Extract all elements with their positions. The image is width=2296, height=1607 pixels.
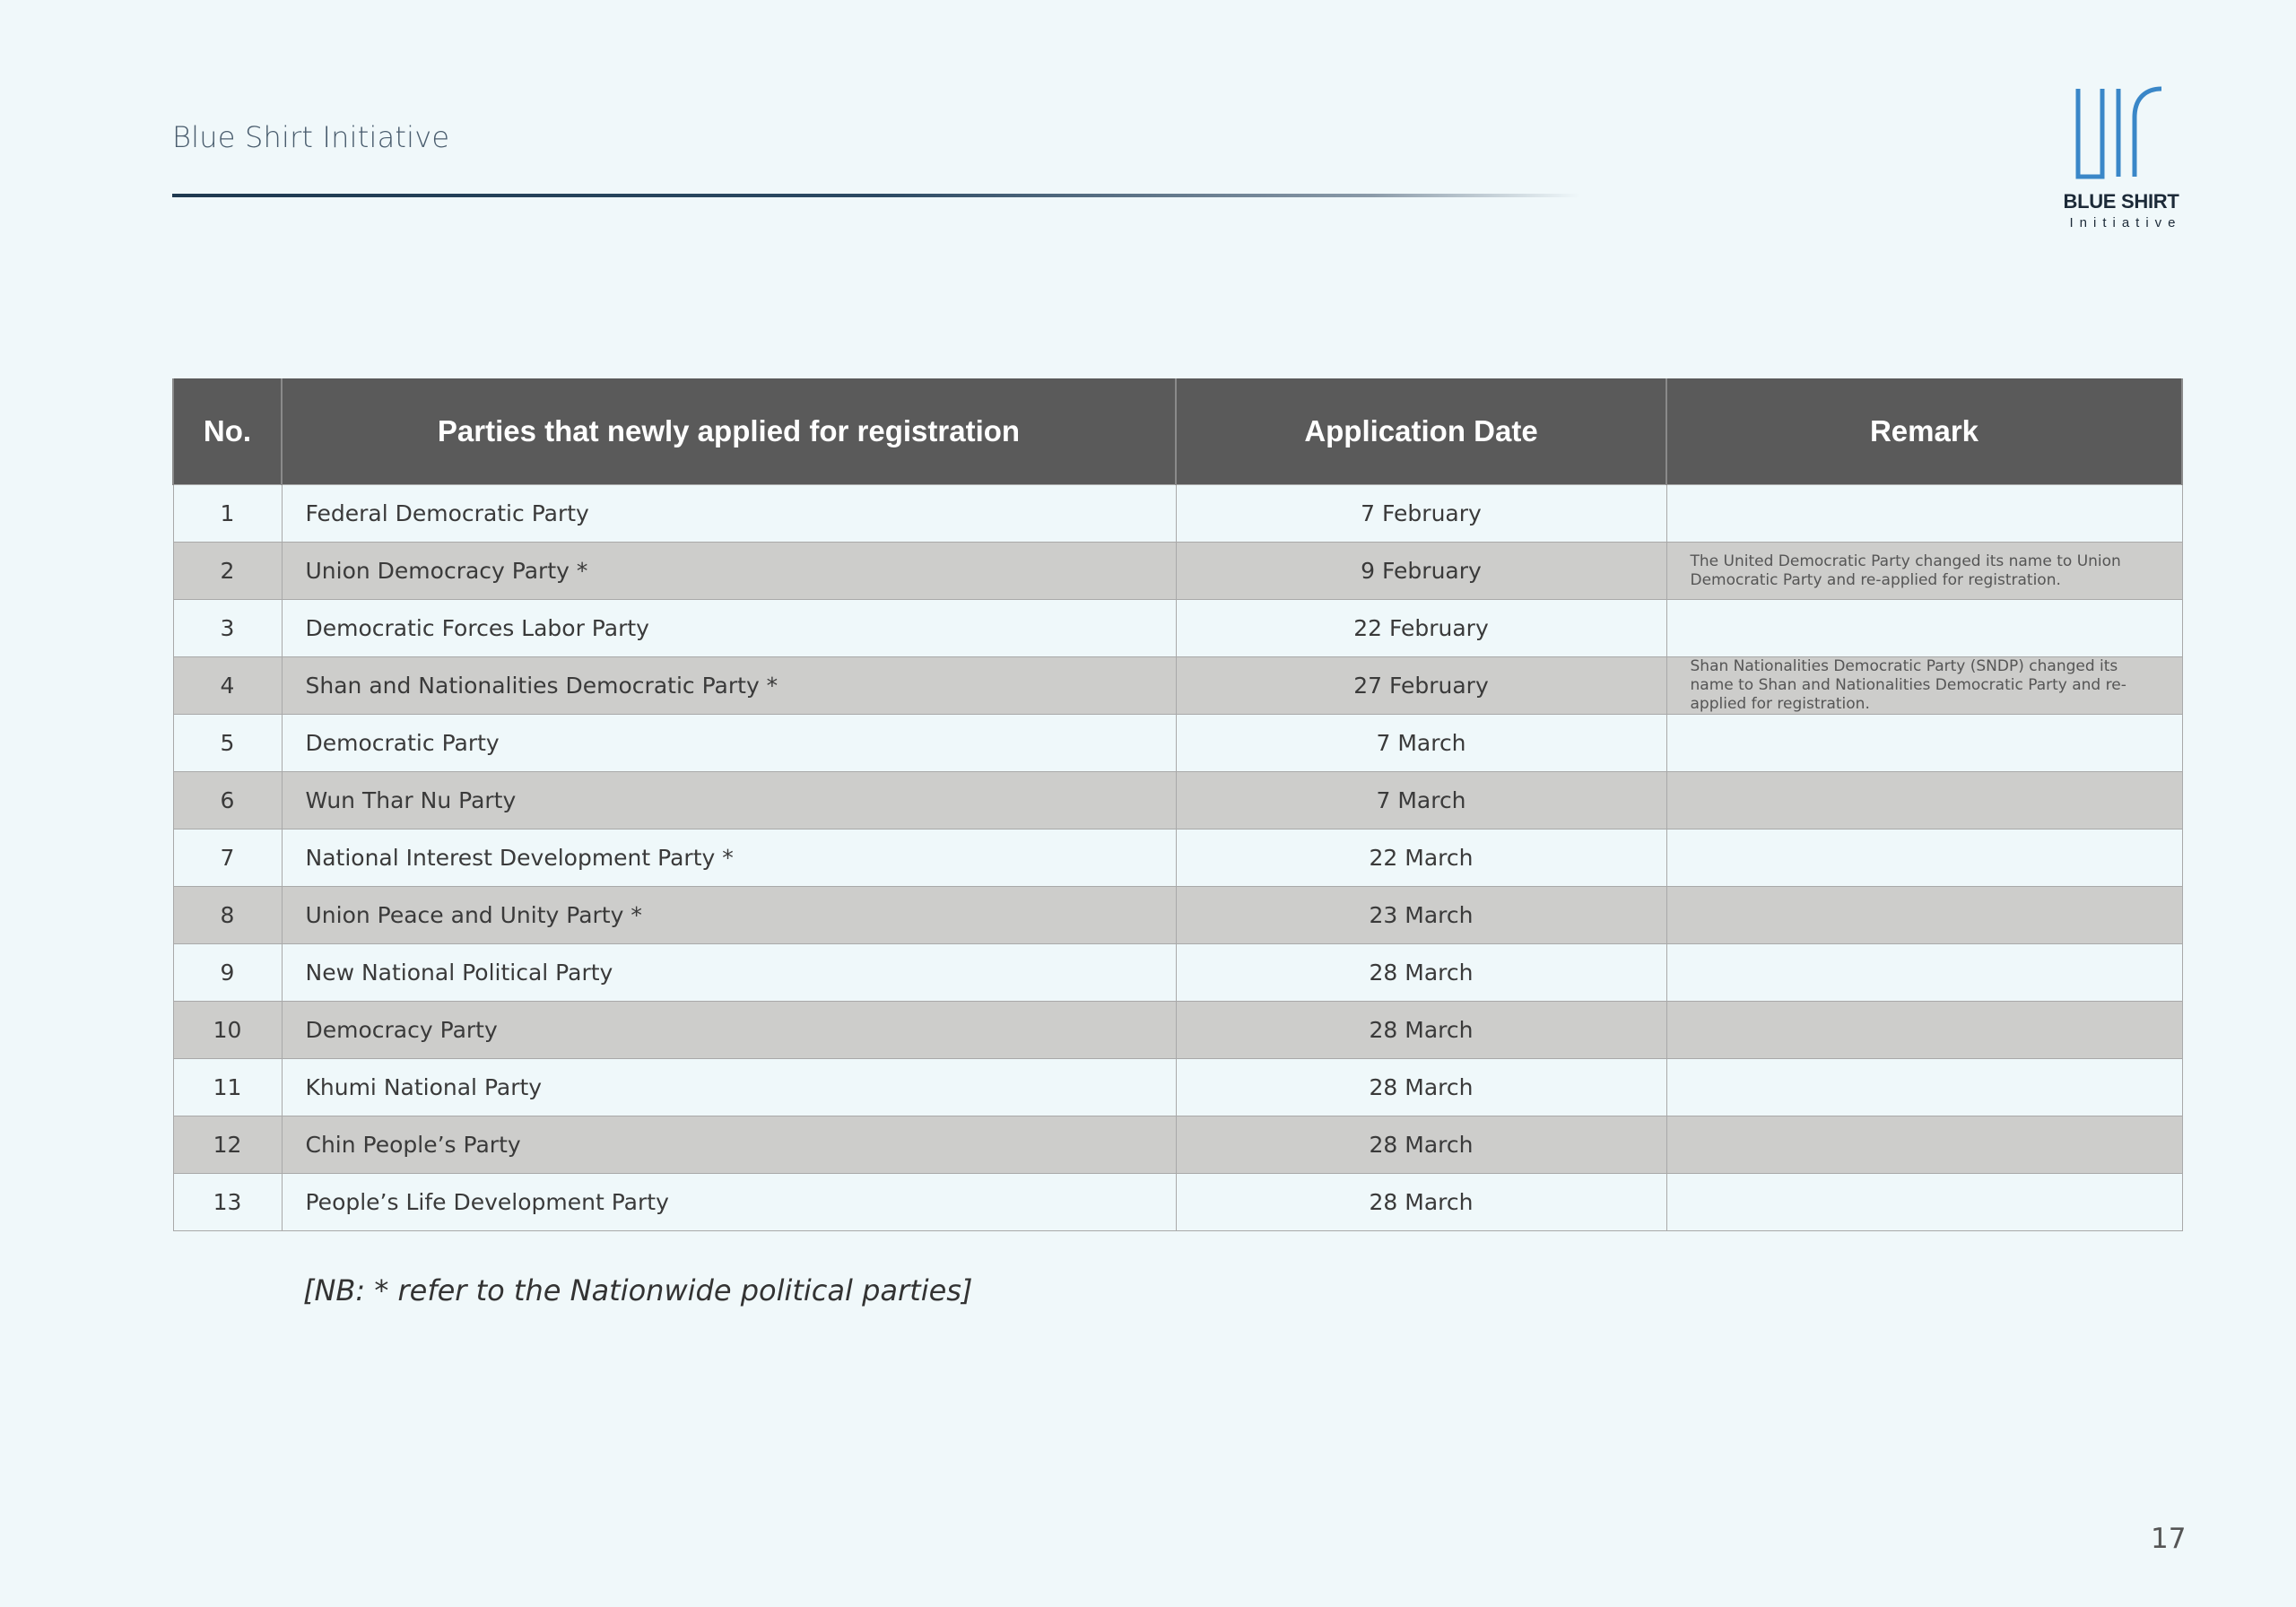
- cell-party: Chin People’s Party: [282, 1116, 1176, 1174]
- cell-date: 7 February: [1176, 485, 1666, 543]
- table-row: [173, 772, 2182, 830]
- cell-party: Wun Thar Nu Party: [282, 772, 1176, 830]
- cell-date: 28 March: [1176, 944, 1666, 1002]
- cell-remark: Shan Nationalities Democratic Party (SNDP) changed its name to Shan and Nationalities Democratic Party and re-applied for registration.: [1666, 657, 2182, 715]
- cell-date: 9 February: [1176, 543, 1666, 600]
- cell-party: Khumi National Party: [282, 1059, 1176, 1116]
- cell-no: 3: [173, 600, 282, 657]
- cell-no: 12: [173, 1116, 282, 1174]
- cell-date: 28 March: [1176, 1059, 1666, 1116]
- cell-no: 1: [173, 485, 282, 543]
- cell-no: 13: [173, 1174, 282, 1231]
- cell-party: Democratic Party: [282, 715, 1176, 772]
- registration-table: [172, 378, 2183, 1231]
- cell-party: Shan and Nationalities Democratic Party *: [282, 657, 1176, 715]
- cell-party: New National Political Party: [282, 944, 1176, 1002]
- table-row: [173, 485, 2182, 543]
- cell-party: National Interest Development Party *: [282, 830, 1176, 887]
- cell-no: 11: [173, 1059, 282, 1116]
- cell-date: 28 March: [1176, 1174, 1666, 1231]
- blue-shirt-logo: [2054, 86, 2188, 239]
- cell-party: Union Democracy Party *: [282, 543, 1176, 600]
- cell-date: 7 March: [1176, 772, 1666, 830]
- cell-remark: [1666, 1174, 2182, 1231]
- cell-remark: [1666, 1116, 2182, 1174]
- cell-remark: [1666, 830, 2182, 887]
- cell-party: People’s Life Development Party: [282, 1174, 1176, 1231]
- logo-subtitle: Initiative: [2069, 215, 2182, 230]
- cell-date: 22 February: [1176, 600, 1666, 657]
- table-row: [173, 657, 2182, 715]
- cell-remark: [1666, 1002, 2182, 1059]
- cell-remark: [1666, 715, 2182, 772]
- blue-shirt-logo-icon: [2075, 86, 2165, 179]
- cell-date: 28 March: [1176, 1116, 1666, 1174]
- cell-remark: [1666, 772, 2182, 830]
- cell-remark: [1666, 887, 2182, 944]
- table-row: [173, 887, 2182, 944]
- cell-no: 8: [173, 887, 282, 944]
- table-row: [173, 1174, 2182, 1231]
- logo-wordmark: BLUE SHIRT: [2063, 190, 2179, 213]
- cell-no: 7: [173, 830, 282, 887]
- header-rule: [172, 194, 1580, 197]
- cell-date: 22 March: [1176, 830, 1666, 887]
- cell-no: 6: [173, 772, 282, 830]
- cell-no: 5: [173, 715, 282, 772]
- header-remark: Remark: [1666, 378, 2182, 485]
- cell-remark: [1666, 600, 2182, 657]
- cell-remark: [1666, 944, 2182, 1002]
- cell-party: Union Peace and Unity Party *: [282, 887, 1176, 944]
- table-row: [173, 1116, 2182, 1174]
- cell-party: Democracy Party: [282, 1002, 1176, 1059]
- table-row: [173, 1002, 2182, 1059]
- header-title: Blue Shirt Initiative: [172, 120, 450, 154]
- table-row: [173, 600, 2182, 657]
- cell-party: Democratic Forces Labor Party: [282, 600, 1176, 657]
- header-no: No.: [173, 378, 282, 485]
- table-header-row: [173, 378, 2182, 485]
- page-number: 17: [2151, 1523, 2187, 1555]
- cell-date: 23 March: [1176, 887, 1666, 944]
- cell-no: 10: [173, 1002, 282, 1059]
- cell-date: 7 March: [1176, 715, 1666, 772]
- table-row: [173, 543, 2182, 600]
- table-row: [173, 1059, 2182, 1116]
- cell-no: 2: [173, 543, 282, 600]
- header-application-date: Application Date: [1176, 378, 1666, 485]
- nationwide-parties-note: [NB: * refer to the Nationwide political parties]: [303, 1273, 973, 1307]
- cell-no: 9: [173, 944, 282, 1002]
- cell-remark: [1666, 485, 2182, 543]
- table-row: [173, 830, 2182, 887]
- cell-date: 27 February: [1176, 657, 1666, 715]
- cell-party: Federal Democratic Party: [282, 485, 1176, 543]
- cell-date: 28 March: [1176, 1002, 1666, 1059]
- cell-no: 4: [173, 657, 282, 715]
- table-row: [173, 944, 2182, 1002]
- cell-remark: The United Democratic Party changed its name to Union Democratic Party and re-applied for registration.: [1666, 543, 2182, 600]
- cell-remark: [1666, 1059, 2182, 1116]
- header-party: Parties that newly applied for registration: [282, 378, 1176, 485]
- table-row: [173, 715, 2182, 772]
